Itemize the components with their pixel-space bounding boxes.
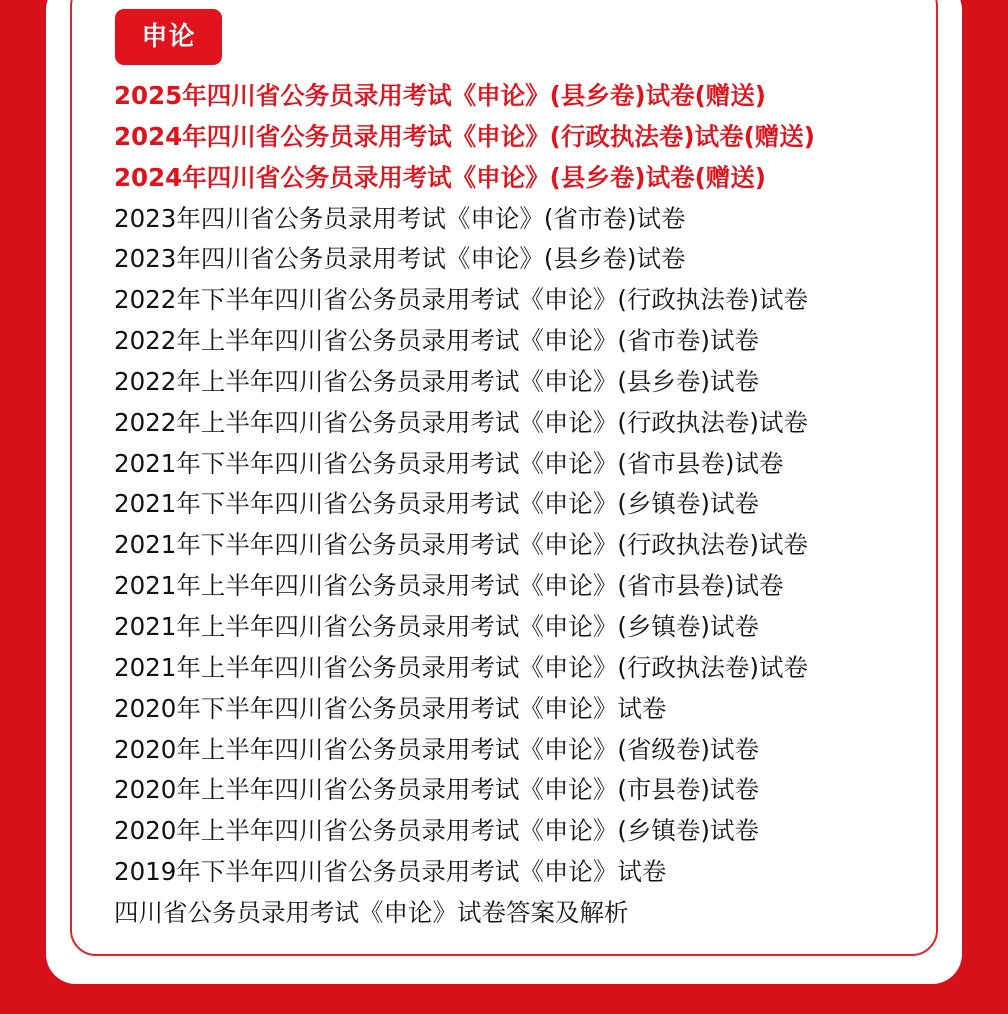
list-item-21: 四川省公务员录用考试《申论》试卷答案及解析 [114, 897, 629, 927]
list-item-15: 2021年上半年四川省公务员录用考试《申论》(行政执法卷)试卷 [114, 652, 808, 682]
list-item-1: 2025年四川省公务员录用考试《申论》(县乡卷)试卷(赠送) [114, 81, 766, 110]
list-item-20: 2019年下半年四川省公务员录用考试《申论》试卷 [114, 857, 667, 887]
list-item-7: 2022年上半年四川省公务员录用考试《申论》(省市卷)试卷 [114, 326, 759, 356]
list-item-16: 2020年下半年四川省公务员录用考试《申论》试卷 [114, 693, 667, 723]
list-item-2: 2024年四川省公务员录用考试《申论》(行政执法卷)试卷(赠送) [114, 121, 815, 151]
list-item-8: 2022年上半年四川省公务员录用考试《申论》(县乡卷)试卷 [114, 366, 759, 396]
list-item-5: 2023年四川省公务员录用考试《申论》(县乡卷)试卷 [114, 244, 686, 274]
list-item-18: 2020年上半年四川省公务员录用考试《申论》(市县卷)试卷 [114, 775, 759, 805]
list-item-4: 2023年四川省公务员录用考试《申论》(省市卷)试卷 [114, 203, 686, 233]
list-item-17: 2020年上半年四川省公务员录用考试《申论》(省级卷)试卷 [114, 734, 759, 764]
list-item-19: 2020年上半年四川省公务员录用考试《申论》(乡镇卷)试卷 [114, 816, 759, 846]
exam-paper-list [114, 76, 924, 934]
list-item-14: 2021年上半年四川省公务员录用考试《申论》(乡镇卷)试卷 [114, 611, 759, 641]
list-item-13: 2021年上半年四川省公务员录用考试《申论》(省市县卷)试卷 [114, 571, 784, 601]
list-item-6: 2022年下半年四川省公务员录用考试《申论》(行政执法卷)试卷 [114, 285, 808, 315]
section-tag: 申论 [115, 9, 222, 65]
list-item-9: 2022年上半年四川省公务员录用考试《申论》(行政执法卷)试卷 [114, 407, 808, 437]
list-item-10: 2021年下半年四川省公务员录用考试《申论》(省市县卷)试卷 [114, 448, 784, 478]
list-item-3: 2024年四川省公务员录用考试《申论》(县乡卷)试卷(赠送) [114, 162, 766, 192]
list-item-12: 2021年下半年四川省公务员录用考试《申论》(行政执法卷)试卷 [114, 530, 808, 560]
list-item-11: 2021年下半年四川省公务员录用考试《申论》(乡镇卷)试卷 [114, 489, 759, 519]
